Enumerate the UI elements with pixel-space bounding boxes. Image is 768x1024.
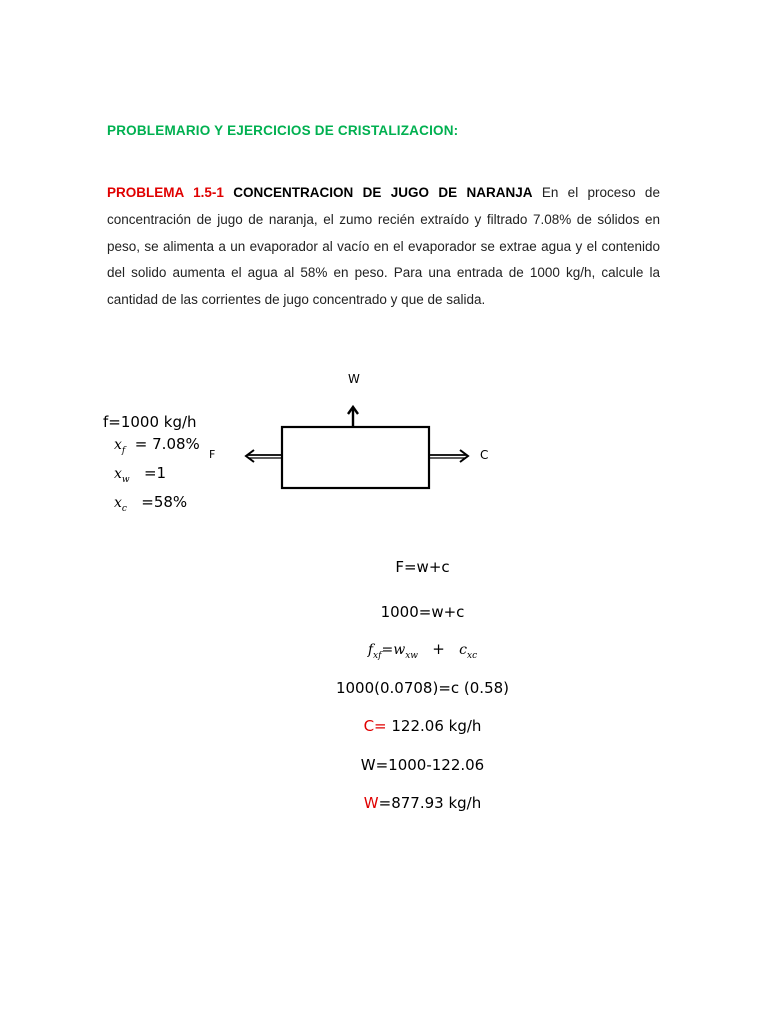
given-values (103, 411, 200, 519)
problem-statement (107, 180, 660, 314)
problem-number: PROBLEMA 1.5-1 (107, 185, 224, 200)
arrow-w-head (348, 407, 358, 414)
result-c: C= 122.06 kg/h (363, 717, 482, 735)
equation-w: W=1000-122.06 (360, 756, 485, 774)
label-c: C (480, 448, 489, 462)
arrow-f-head (246, 450, 254, 462)
given-xw: $x_w$ =1 (114, 463, 167, 485)
result-w: W=877.93 kg/h (363, 794, 482, 812)
equation-solids-numeric: 1000(0.0708)=c (0.58) (335, 679, 510, 697)
evaporator-box (282, 427, 429, 488)
feed-rate: f=1000 kg/h (103, 413, 197, 431)
equation-balance-numeric: 1000=w+c (380, 603, 465, 621)
given-xf: $x_f = 7.08\%$ (114, 435, 200, 456)
equation-balance: F=w+c (395, 558, 450, 576)
document-heading: PROBLEMARIO Y EJERCICIOS DE CRISTALIZACION: (107, 123, 459, 138)
problem-title: CONCENTRACION DE JUGO DE NARANJA (233, 185, 533, 200)
label-w: W (348, 372, 360, 386)
arrow-c-head (460, 450, 468, 462)
given-xc: $x_c$ =58% (114, 492, 188, 514)
equation-solids-balance: $f_{xf}=w_{xw}$ + $c_{xc}$ (367, 640, 478, 661)
problem-body: En el proceso de concentración de jugo de naranja, el zumo recién extraído y filtrado 7.08% de sólidos en peso, se alimenta a un evaporador al vacío en el evaporador se extrae agua y el contenido del solido aumenta el agua al 58% en peso. Para una entrada de 1000 kg/h, calcule la cantidad de las corrientes de jugo concentrado y que de salida. (107, 185, 660, 308)
label-f: F (209, 448, 216, 461)
